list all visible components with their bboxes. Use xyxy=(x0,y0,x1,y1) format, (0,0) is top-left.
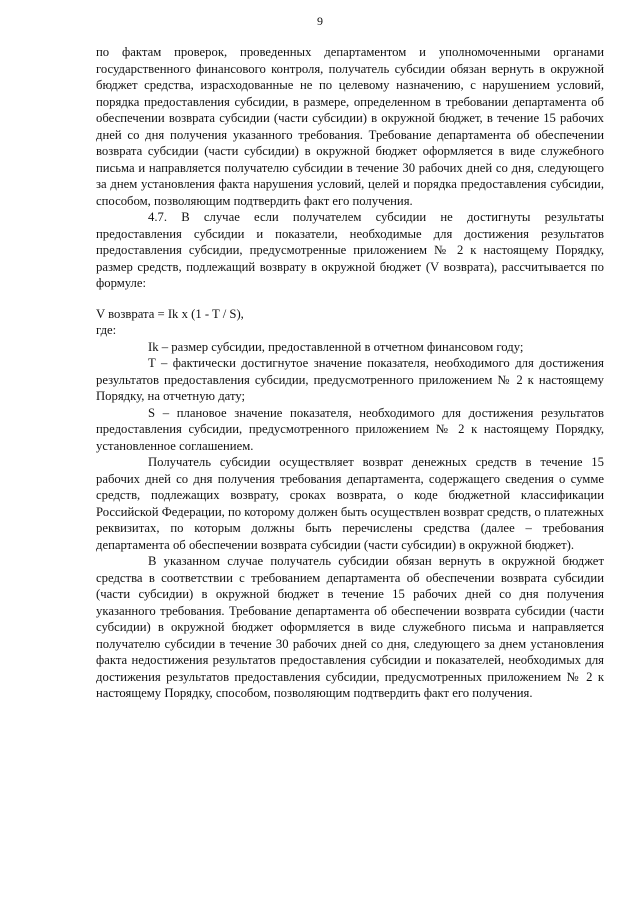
paragraph-refund: Получатель субсидии осуществляет возврат денежных средств в течение 15 рабочих дней со дня получения требования департамента, содержащего сведения о сумме средств, подлежащих возврату, сроках возврата, о коде бюджетной классификации Российской Федерации, по которому должен быть осуществлен возврат средств, о платежных реквизитах, по которым должны быть перечислены средства (далее – требования департамента об обеспечении возврата субсидии (части субсидии) в окружной бюджет). xyxy=(96,455,604,552)
document-body xyxy=(96,44,604,702)
paragraph-obligation: В указанном случае получатель субсидии обязан вернуть в окружной бюджет средства в соответствии с требованием департамента об обеспечении возврата субсидии (части субсидии) в окружной бюджет в течение 15 рабочих дней со дня получения указанного требования. Требование департамента об обеспечении возврата субсидии (части субсидии) в окружной бюджет оформляется в виде служебного письма и направляется получателю субсидии в течение 30 рабочих дней со дня, следующего за днем установления факта недостижения результатов предоставления субсидии и показателей, необходимых для достижения результатов предоставления субсидии, предусмотренных приложением № 2 к настоящему Порядку, способом, позволяющим подтвердить факт его получения. xyxy=(96,554,604,700)
formula: V возврата = Ik x (1 - T / S), xyxy=(96,306,244,321)
definition-s: S – плановое значение показателя, необходимого для достижения результатов предоставления субсидии, предусмотренного приложением № 2 к настоящему Порядку, установленное соглашением. xyxy=(96,405,604,453)
spacer xyxy=(96,292,604,306)
where-label: где: xyxy=(96,323,117,337)
paragraph-1: по фактам проверок, проведенных департаментом и уполномоченными органами государственного финансового контроля, получатель субсидии обязан вернуть в окружной бюджет средства, израсходованные не по целевому назначению, с нарушением условий, порядка предоставления субсидии, в размере, определенном в требовании департамента об обеспечении возврата субсидии (части субсидии) в окружной бюджет, в течение 15 рабочих дней со дня получения указанного требования. Требование департамента об обеспечении возврата субсидии (части субсидии) в окружной бюджет оформляется в виде служебного письма и направляется получателю субсидии в течение 30 рабочих дней со дня, следующего за днем установления факта нарушения условий, целей и порядка предоставления субсидии, способом, позволяющим подтвердить факт его получения. xyxy=(96,45,604,208)
definition-t: T – фактически достигнутое значение показателя, необходимого для достижения результатов предоставления субсидии, предусмотренного приложением № 2 к настоящему Порядку, на отчетную дату; xyxy=(96,356,604,403)
paragraph-4-7: 4.7. В случае если получателем субсидии не достигнуты результаты предоставления субсидии и показатели, необходимые для достижения результатов предоставления субсидии, предусмотренные приложением № 2 к настоящему Порядку, размер средств, подлежащий возврату в окружной бюджет (V возврата), рассчитывается по формуле: xyxy=(96,210,604,290)
definition-ik: Ik – размер субсидии, предоставленной в отчетном финансовом году; xyxy=(148,339,524,354)
page-number: 9 xyxy=(317,14,323,28)
